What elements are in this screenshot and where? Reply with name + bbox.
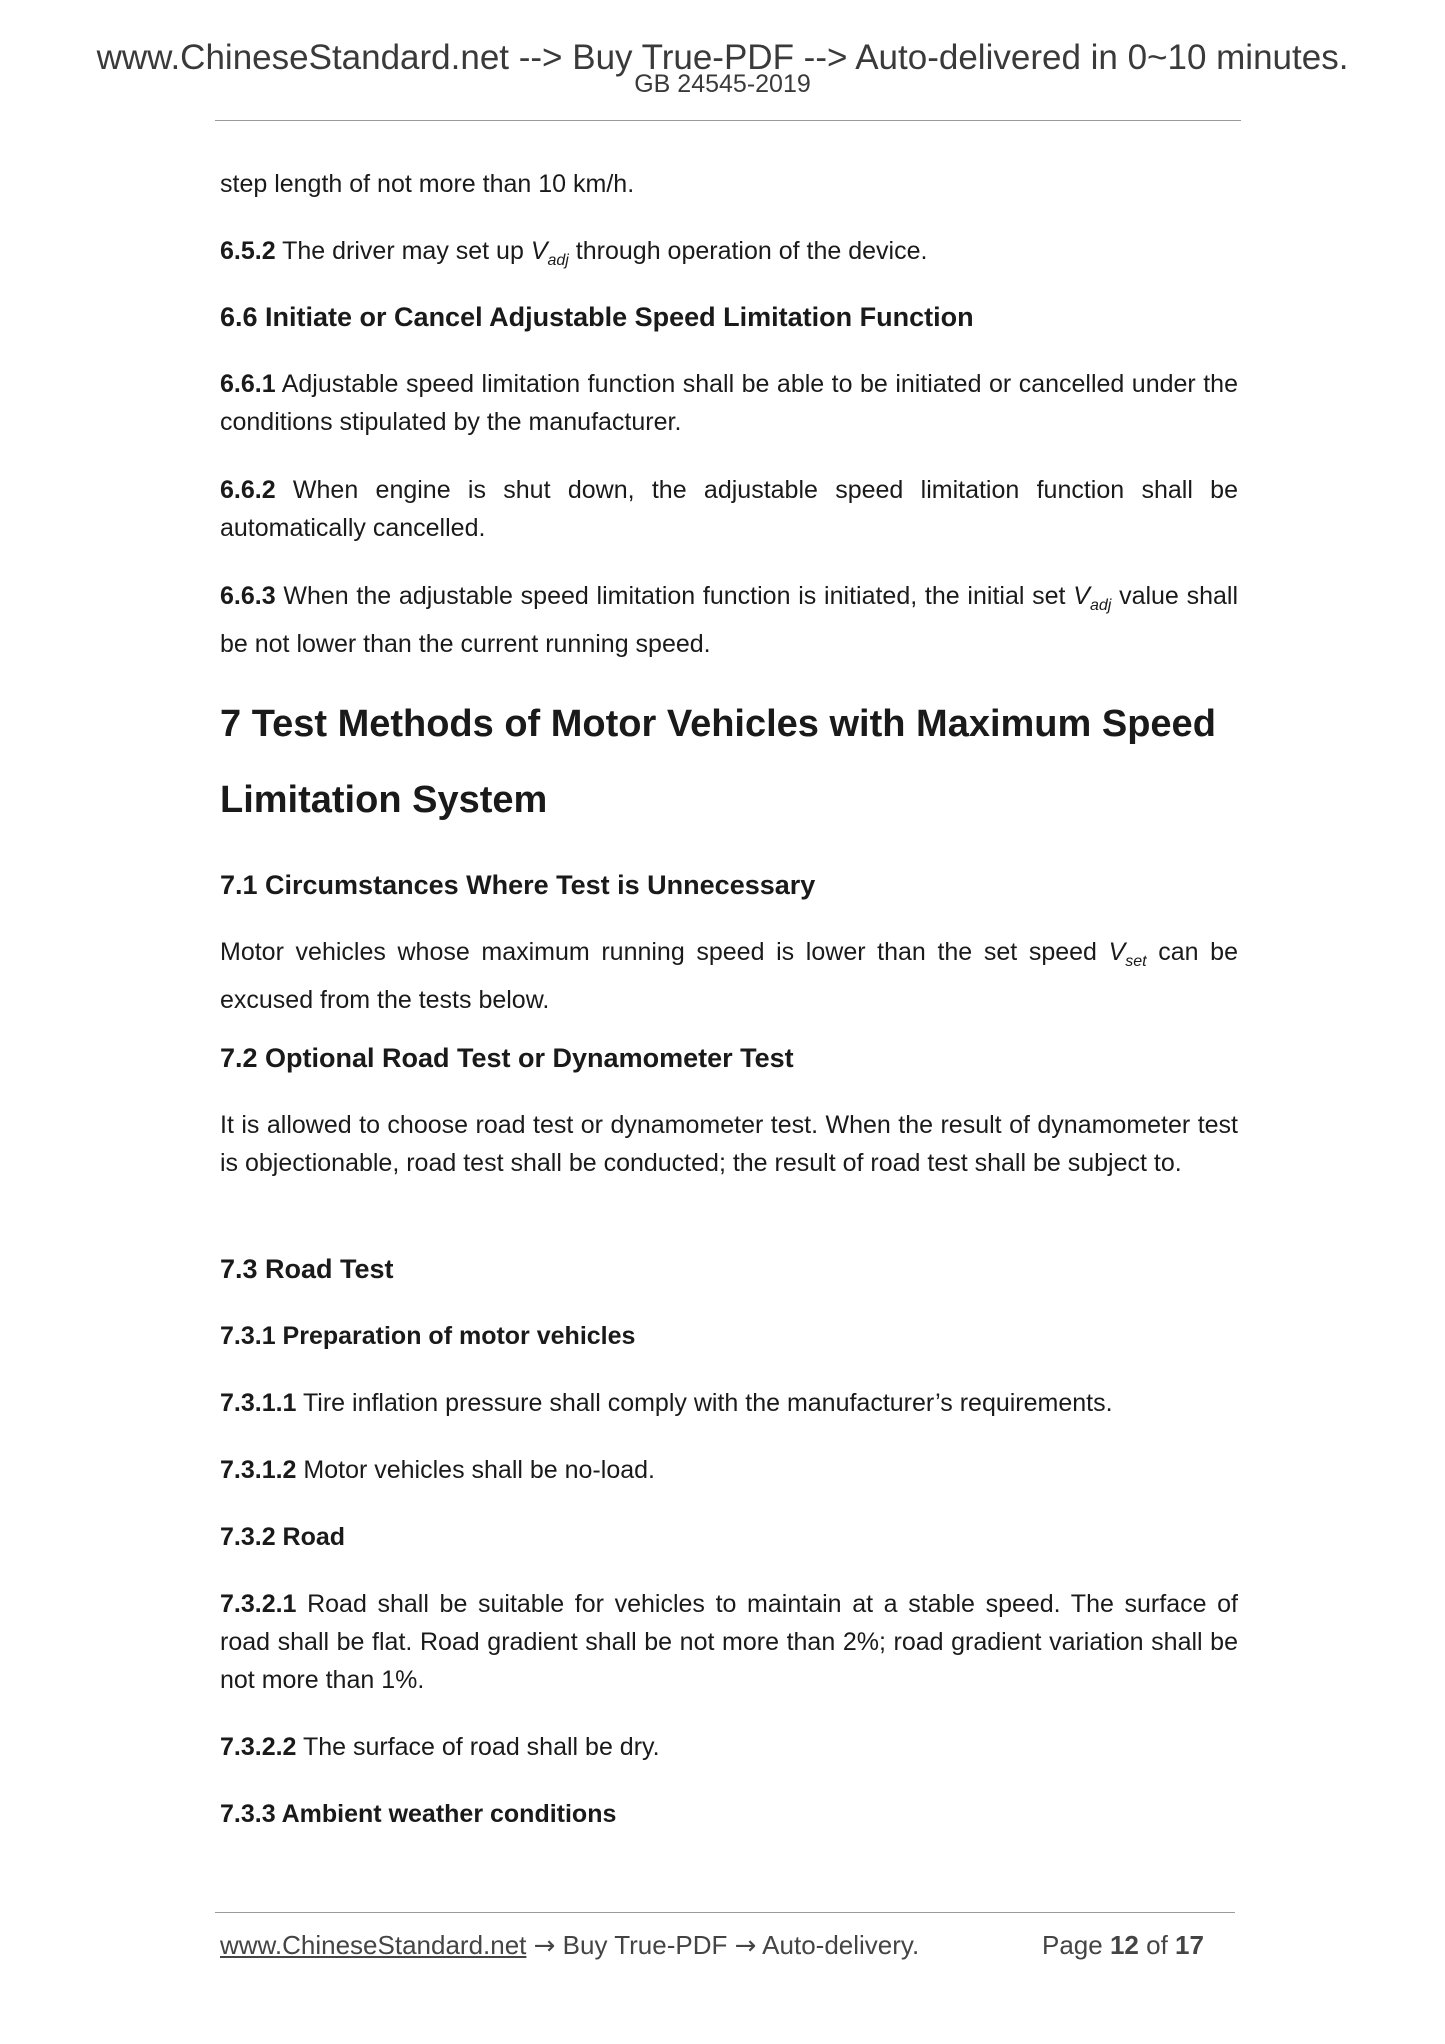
page-current: 12	[1109, 1930, 1139, 1960]
clause-text: Motor vehicles shall be no-load.	[296, 1456, 655, 1484]
header-divider	[215, 120, 1241, 121]
paragraph-7-3-1-1	[220, 1384, 1238, 1422]
page-number	[1042, 1928, 1204, 1962]
heading-7-2: 7.2 Optional Road Test or Dynamometer Test	[220, 1043, 794, 1073]
standard-code: GB 24545-2019	[634, 70, 811, 98]
clause-text: through operation of the device.	[568, 237, 928, 265]
arrow-right-icon: →	[533, 1931, 556, 1961]
clause-number: 7.3.1.2	[220, 1456, 297, 1484]
clause-number: 7.3.1.1	[220, 1389, 297, 1417]
heading-6-6: 6.6 Initiate or Cancel Adjustable Speed Limitation Function	[220, 302, 974, 332]
paragraph-6-6-1	[220, 365, 1238, 441]
variable-v-adj: $V_{adj}$	[1073, 582, 1112, 614]
page-label: Page	[1042, 1930, 1103, 1960]
paragraph-6-6-3	[220, 577, 1238, 663]
clause-text: value shall be not lower than the current running speed.	[220, 582, 1239, 658]
page-of: of	[1146, 1930, 1168, 1960]
page-total: 17	[1175, 1930, 1204, 1960]
clause-text: The surface of road shall be dry.	[296, 1733, 660, 1761]
clause-text: When engine is shut down, the adjustable speed limitation function shall be automatically cancelled.	[220, 476, 1238, 542]
heading-7: 7 Test Methods of Motor Vehicles with Maximum Speed Limitation System	[220, 703, 1216, 821]
paragraph-7-3-2-1	[220, 1585, 1238, 1699]
clause-number: 6.6.1	[220, 370, 276, 398]
heading-7-3-2: 7.3.2 Road	[220, 1523, 346, 1551]
heading-7-1: 7.1 Circumstances Where Test is Unnecessary	[220, 870, 816, 900]
clause-text: can be excused from the tests below.	[220, 938, 1238, 1014]
clause-text: Tire inflation pressure shall comply with the manufacturer’s requirements.	[296, 1389, 1113, 1417]
footer-middle-text: Buy True-PDF	[555, 1930, 735, 1960]
variable-v-adj: $V_{adj}$	[530, 237, 569, 269]
heading-7-3-1: 7.3.1 Preparation of motor vehicles	[220, 1322, 636, 1350]
arrow-right-icon: →	[734, 1931, 757, 1961]
paragraph-6-6-2	[220, 471, 1238, 547]
site-banner: www.ChineseStandard.net --> Buy True-PDF --> Auto-delivered in 0~10 minutes.	[96, 38, 1349, 77]
paragraph-7-3-2-2	[220, 1728, 1238, 1766]
clause-number: 7.3.2.2	[220, 1733, 297, 1761]
clause-text: When the adjustable speed limitation function is initiated, the initial set	[275, 582, 1074, 610]
clause-number: 6.6.2	[220, 476, 276, 504]
heading-7-3: 7.3 Road Test	[220, 1254, 394, 1284]
paragraph-step-length: step length of not more than 10 km/h.	[220, 170, 635, 198]
variable-v-set: $V_{set}$	[1108, 938, 1147, 970]
footer-site-link[interactable]: www.ChineseStandard.net	[220, 1930, 527, 1960]
paragraph-6-5-2	[220, 232, 1238, 280]
clause-text: Road shall be suitable for vehicles to maintain at a stable speed. The surface of road shall be flat. Road gradient shall be not more than 2%; road gradient variation shall be not more than 1%.	[220, 1590, 1238, 1694]
clause-text: The driver may set up	[275, 237, 531, 265]
footer-divider	[215, 1912, 1235, 1913]
paragraph-7-2: It is allowed to choose road test or dynamometer test. When the result of dynamometer test is objectionable, road test shall be conducted; the result of road test shall be subject to.	[220, 1111, 1238, 1177]
paragraph-7-3-1-2	[220, 1451, 1238, 1489]
clause-number: 6.6.3	[220, 582, 276, 610]
footer-end-text: Auto-delivery.	[756, 1930, 920, 1960]
clause-number: 7.3.2.1	[220, 1590, 297, 1618]
heading-7-3-3: 7.3.3 Ambient weather conditions	[220, 1800, 617, 1828]
clause-text: Adjustable speed limitation function shall be able to be initiated or cancelled under the conditions stipulated by the manufacturer.	[220, 370, 1238, 436]
footer-promo	[220, 1928, 919, 1963]
clause-text: Motor vehicles whose maximum running speed is lower than the set speed	[220, 938, 1109, 966]
clause-number: 6.5.2	[220, 237, 276, 265]
paragraph-7-1	[220, 933, 1238, 1019]
